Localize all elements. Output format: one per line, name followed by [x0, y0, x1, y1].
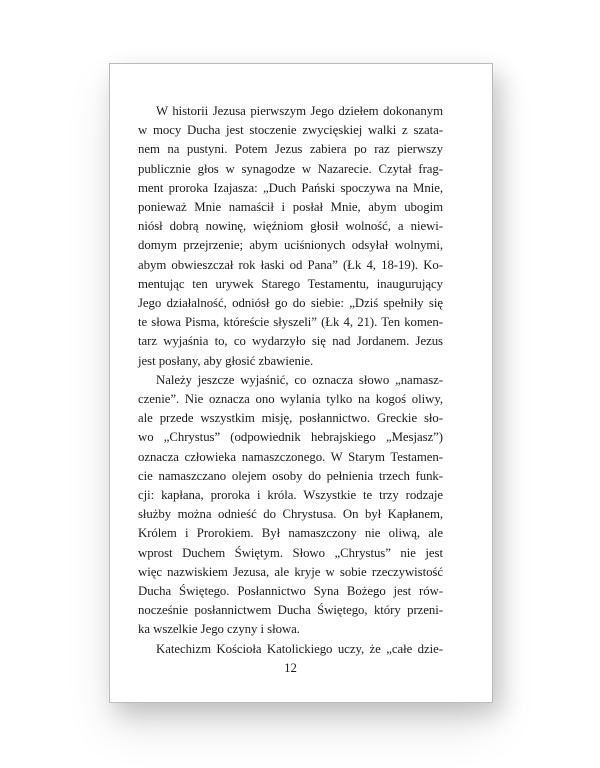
text-line: publicznie głos w synagodze w Nazarecie. Czytał frag- — [138, 161, 443, 176]
text-line: ka wszelkie Jego czyny i słowa. — [138, 622, 300, 637]
text-line: ponieważ Mnie namaścił i posłał Mnie, abym ubogim — [138, 200, 443, 215]
paragraph-1 — [138, 102, 443, 371]
text-line: nocześnie posłannictwem Ducha Świętego, który przeni- — [138, 603, 443, 618]
text-line: oznacza człowieka namaszczonego. W Starym Testamen- — [138, 449, 443, 464]
text-line: tarz wyjaśnia to, co wydarzyło się nad Jordanem. Jezus — [138, 334, 443, 349]
text-line: abym obwieszczał rok łaski od Pana” (Łk 4, 18-19). Ko- — [138, 257, 443, 272]
text-line: Ducha Świętego. Posłannictwo Syna Bożego jest rów- — [138, 584, 443, 599]
text-line: ment proroka Izajasza: „Duch Pański spoczywa na Mnie, — [138, 180, 443, 195]
page-number: 12 — [284, 660, 297, 675]
text-line: więc nazwiskiem Jezusa, ale kryje w sobie rzeczywistość — [138, 564, 443, 579]
text-line: w mocy Ducha jest stoczenie zwycięskiej walki z szata- — [138, 123, 443, 138]
text-line: nem na pustyni. Potem Jezus zabiera po raz pierwszy — [138, 142, 443, 157]
text-line: cji: kapłana, proroka i króla. Wszystkie te trzy rodzaje — [138, 488, 443, 503]
text-line: Królem i Prorokiem. Był namaszczony nie oliwą, ale — [138, 526, 443, 541]
body-text — [138, 102, 443, 659]
text-line: wo „Chrystus” (odpowiednik hebrajskiego „Mesjasz”) — [138, 430, 443, 445]
book-page — [109, 63, 493, 703]
text-line: Katechizm Kościoła Katolickiego uczy, że „całe dzie- — [156, 641, 443, 656]
paragraph-2 — [138, 371, 443, 640]
text-line: niósł dobrą nowinę, więźniom głosił wolność, a niewi- — [138, 219, 443, 234]
text-line: Jego działalność, odniósł go do siebie: „Dziś spełniły się — [138, 296, 443, 311]
paragraph-3 — [138, 640, 443, 659]
text-line: czenie”. Nie oznacza ono wylania tylko na kogoś oliwy, — [138, 392, 443, 407]
text-line: wprost Duchem Świętym. Słowo „Chrystus” nie jest — [138, 545, 443, 560]
text-line: domym przejrzenie; abym uciśnionych odsyłał wolnymi, — [138, 238, 443, 253]
text-line: cie namaszczano olejem osoby do pełnienia trzech funk- — [138, 468, 443, 483]
text-line: jest posłany, aby głosić zbawienie. — [138, 353, 314, 368]
text-line: mentując ten urywek Starego Testamentu, inaugurujący — [138, 276, 443, 291]
text-line: Należy jeszcze wyjaśnić, co oznacza słowo „namasz- — [156, 372, 443, 387]
text-line: W historii Jezusa pierwszym Jego dziełem dokonanym — [156, 104, 443, 118]
text-line: te słowa Pisma, któreście słyszeli” (Łk 4, 21). Ten komen- — [138, 315, 443, 330]
text-line: ale przede wszystkim misję, posłannictwo. Greckie sło- — [138, 411, 443, 426]
text-line: służby można odnieść do Chrystusa. On był Kapłanem, — [138, 507, 443, 522]
